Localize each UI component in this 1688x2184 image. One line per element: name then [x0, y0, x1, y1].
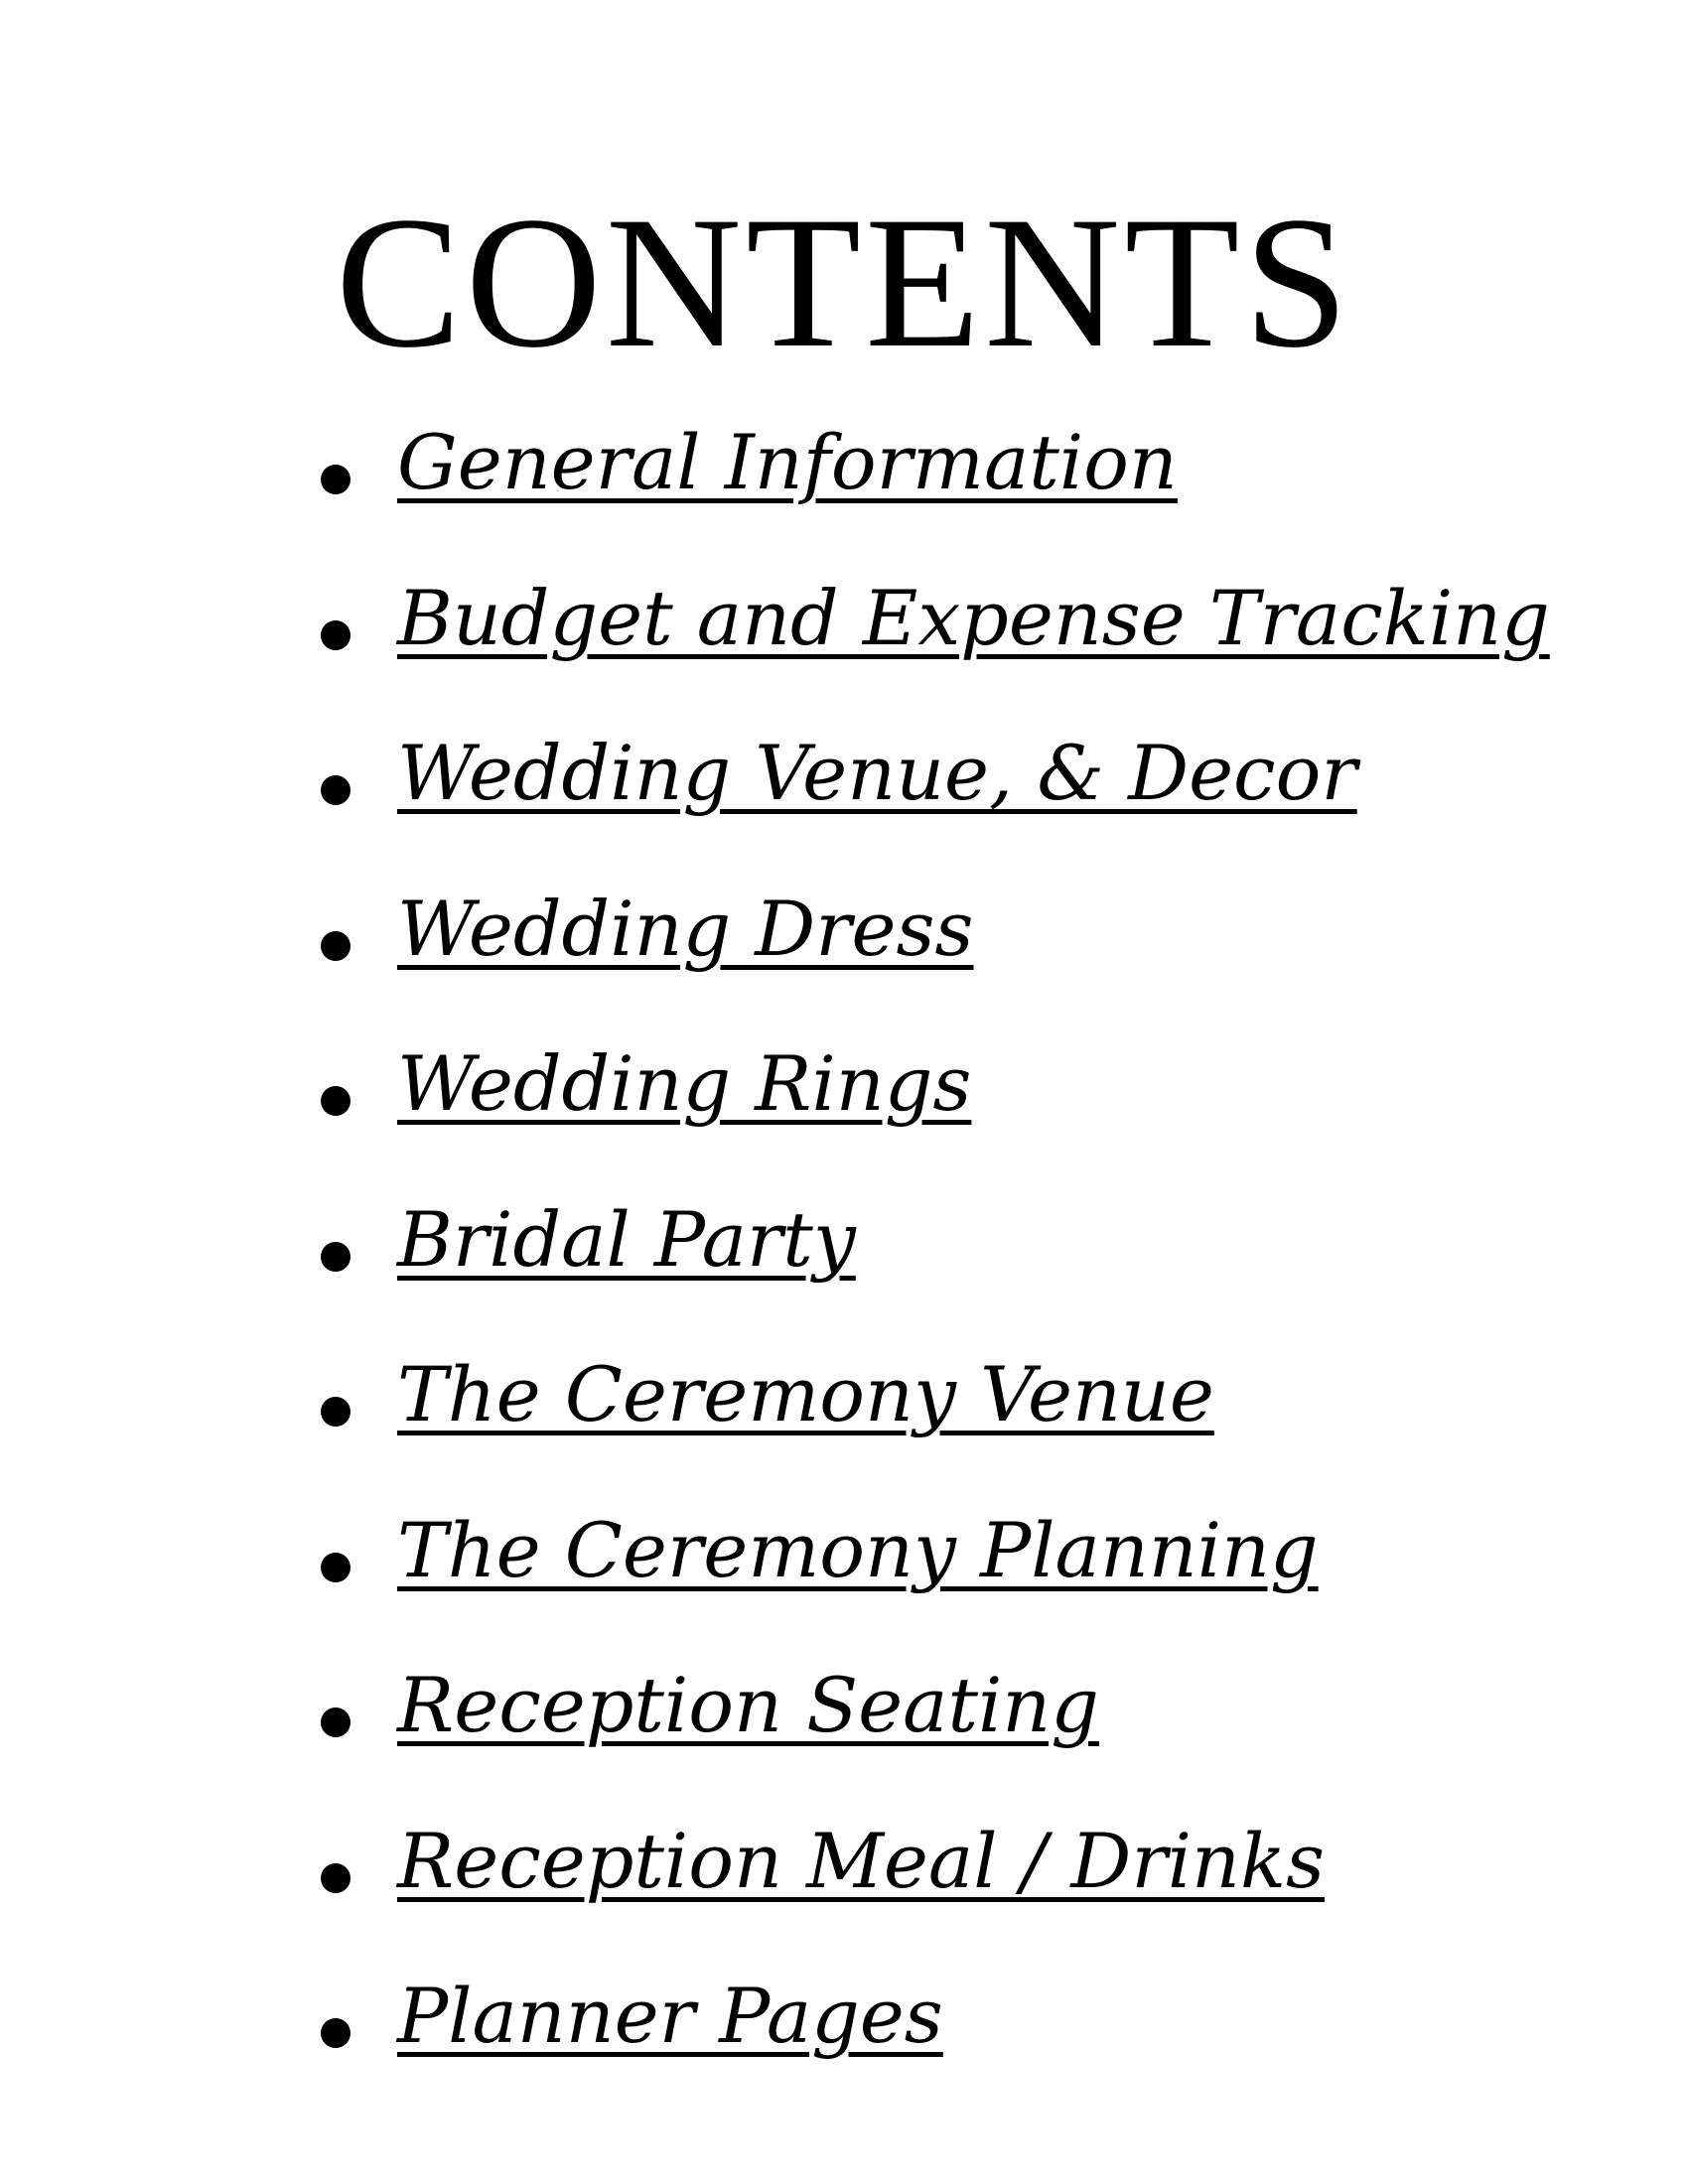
toc-link-bridal-party[interactable]: Bridal Party — [397, 1194, 856, 1284]
toc-item-reception-seating — [0, 1660, 1688, 1816]
table-of-contents — [0, 417, 1688, 2126]
toc-link-planner-pages[interactable]: Planner Pages — [397, 1972, 943, 2060]
bullet-icon — [321, 2018, 351, 2048]
toc-link-reception-seating[interactable]: Reception Seating — [397, 1661, 1099, 1749]
toc-item-planner-pages — [0, 1971, 1688, 2126]
toc-link-venue-decor[interactable]: Wedding Venue, & Decor — [397, 729, 1357, 817]
toc-link-rings[interactable]: Wedding Rings — [397, 1039, 972, 1128]
toc-item-rings — [0, 1038, 1688, 1194]
toc-item-dress — [0, 884, 1688, 1039]
toc-link-ceremony-planning[interactable]: The Ceremony Planning — [397, 1505, 1319, 1594]
toc-item-budget — [0, 573, 1688, 729]
toc-item-ceremony-venue — [0, 1349, 1688, 1505]
toc-item-reception-meal — [0, 1816, 1688, 1972]
toc-item-bridal-party — [0, 1194, 1688, 1350]
page-title: CONTENTS — [335, 179, 1353, 387]
bullet-icon — [321, 1086, 351, 1116]
bullet-icon — [321, 620, 351, 650]
toc-link-general-information[interactable]: General Information — [397, 418, 1178, 506]
bullet-icon — [321, 1553, 351, 1582]
toc-item-general-information — [0, 417, 1688, 573]
toc-link-dress[interactable]: Wedding Dress — [397, 884, 974, 973]
toc-item-ceremony-planning — [0, 1505, 1688, 1661]
bullet-icon — [321, 1863, 351, 1893]
toc-link-reception-meal[interactable]: Reception Meal / Drinks — [397, 1816, 1326, 1905]
toc-link-ceremony-venue[interactable]: The Ceremony Venue — [397, 1350, 1214, 1438]
bullet-icon — [321, 465, 351, 494]
bullet-icon — [321, 1707, 351, 1737]
toc-item-venue-decor — [0, 728, 1688, 884]
bullet-icon — [321, 1242, 351, 1272]
bullet-icon — [321, 775, 351, 805]
bullet-icon — [321, 931, 351, 961]
bullet-icon — [321, 1397, 351, 1427]
toc-link-budget[interactable]: Budget and Expense Tracking — [397, 573, 1550, 662]
